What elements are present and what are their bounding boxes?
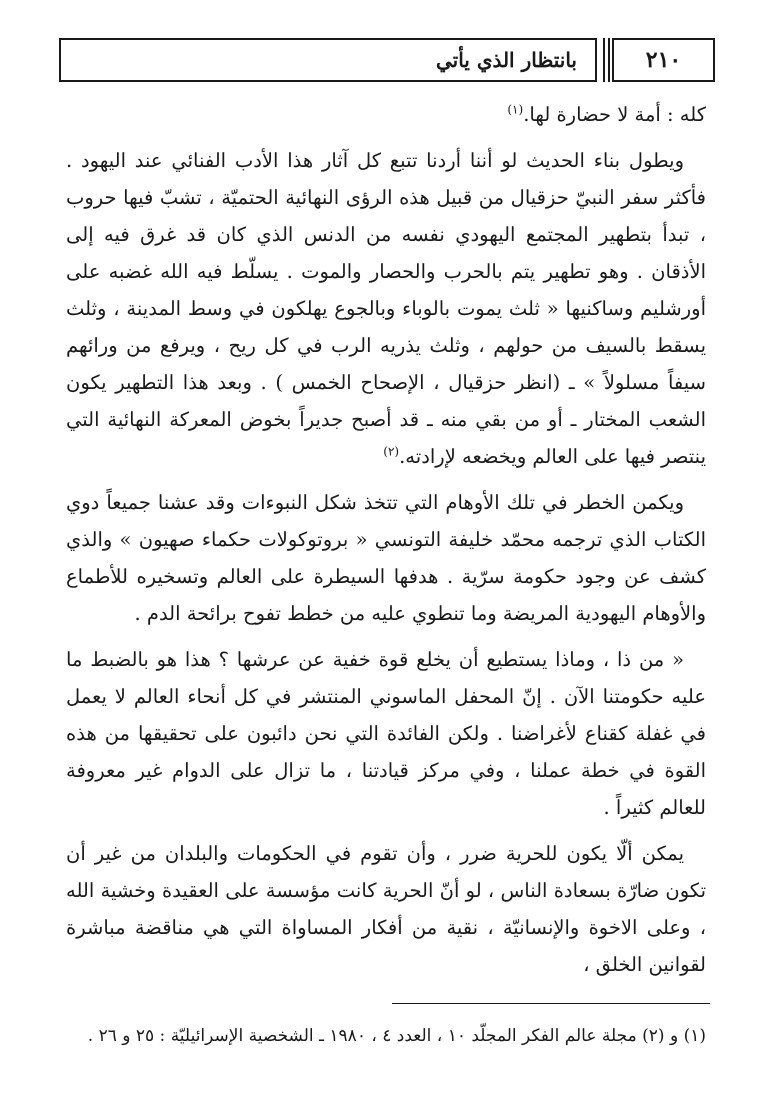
body-text [66, 96, 706, 992]
page-number-box [612, 38, 715, 82]
header-divider [603, 38, 605, 82]
paragraph: ويكمن الخطر في تلك الأوهام التي تتخذ شكل النبوءات وقد عشنا جميعاً دوي الكتاب الذي ترجمه محمّد خليفة التونسي « بروتوكولات حكماء صهيون » والذي كشف عن وجود حكومة سرّية . هدفها السيطرة على العالم وتسخيره للأطماع والأوهام اليهودية المريضة وما تنطوي عليه من خطط تفوح برائحة الدم . [66, 491, 706, 625]
running-title: بانتظار الذي يأتي [435, 48, 577, 72]
paragraph: « من ذا ، وماذا يستطيع أن يخلع قوة خفية عن عرشها ؟ هذا هو بالضبط ما عليه حكومتنا الآن . إنّ المحفل الماسوني المنتشر في كل أنحاء العالم لا يعمل في غفلة كقناع لأغراضنا . ولكن الفائدة التي نحن دائبون على تحقيقها من هذه القوة في خطة عملنا ، وفي مركز قيادتنا ، ما تزال على الدوام غير معروفة للعالم كثيراً . [66, 648, 706, 819]
header-divider [608, 38, 610, 82]
paragraph: يمكن ألّا يكون للحرية ضرر ، وأن تقوم في الحكومات والبلدان من غير أن تكون ضارّة بسعادة الناس ، لو أنّ الحرية كانت مؤسسة على العقيدة وخشية الله ، وعلى الاخوة والإنسانيّة ، نقية من أفكار المساواة التي هي مناقضة مباشرة لقوانين الخلق ، [66, 842, 706, 976]
footnote-ref: (٢) [383, 444, 400, 459]
page-header [59, 38, 715, 84]
paragraph: كله : أمة لا حضارة لها.$^{(١)}$ [507, 102, 706, 126]
page-number: ٢١٠ [645, 47, 682, 73]
footnote: (١) و (٢) مجلة عالم الفكر المجلّد ١٠ ، العدد ٤ ، ١٩٨٠ ـ الشخصية الإسرائيليّة : ٢٥ و ٢٦ . [87, 1026, 706, 1046]
paragraph: ويطول بناء الحديث لو أننا أردنا تتبع كل آثار هذا الأدب الفنائي عند اليهود . فأكثر سفر النبيّ حزقيال من قبيل هذه الرؤى النهائية الحتميّة ، تشبّ فيها حروب ، تبدأ بتطهير المجتمع اليهودي نفسه من الدنس الذي كان قد غرق فيه إلى الأذقان . وهو تطهير يتم بالحرب والحصار والموت . يسلّط فيه الله غضبه على أورشليم وساكنيها « ثلث يموت بالوباء وبالجوع يهلكون في وسط المدينة ، وثلث يسقط بالسيف من حولهم ، وثلث يذريه الرب في كل ريح ، ويرفع من ورائهم سيفاً مسلولاً » ـ (انظر حزقيال ، الإصحاح الخمس ) . وبعد هذا التطهير يكون الشعب المختار ـ أو من بقي منه ـ قد أصبح جديراً بخوض المعركة النهائية التي ينتصر فيها على العالم ويخضعه لإرادته.$^{(٢)}$ [66, 149, 706, 468]
footnote-divider [392, 1003, 710, 1004]
header-title-box [59, 38, 597, 82]
footnote-ref: (١) [507, 102, 524, 117]
